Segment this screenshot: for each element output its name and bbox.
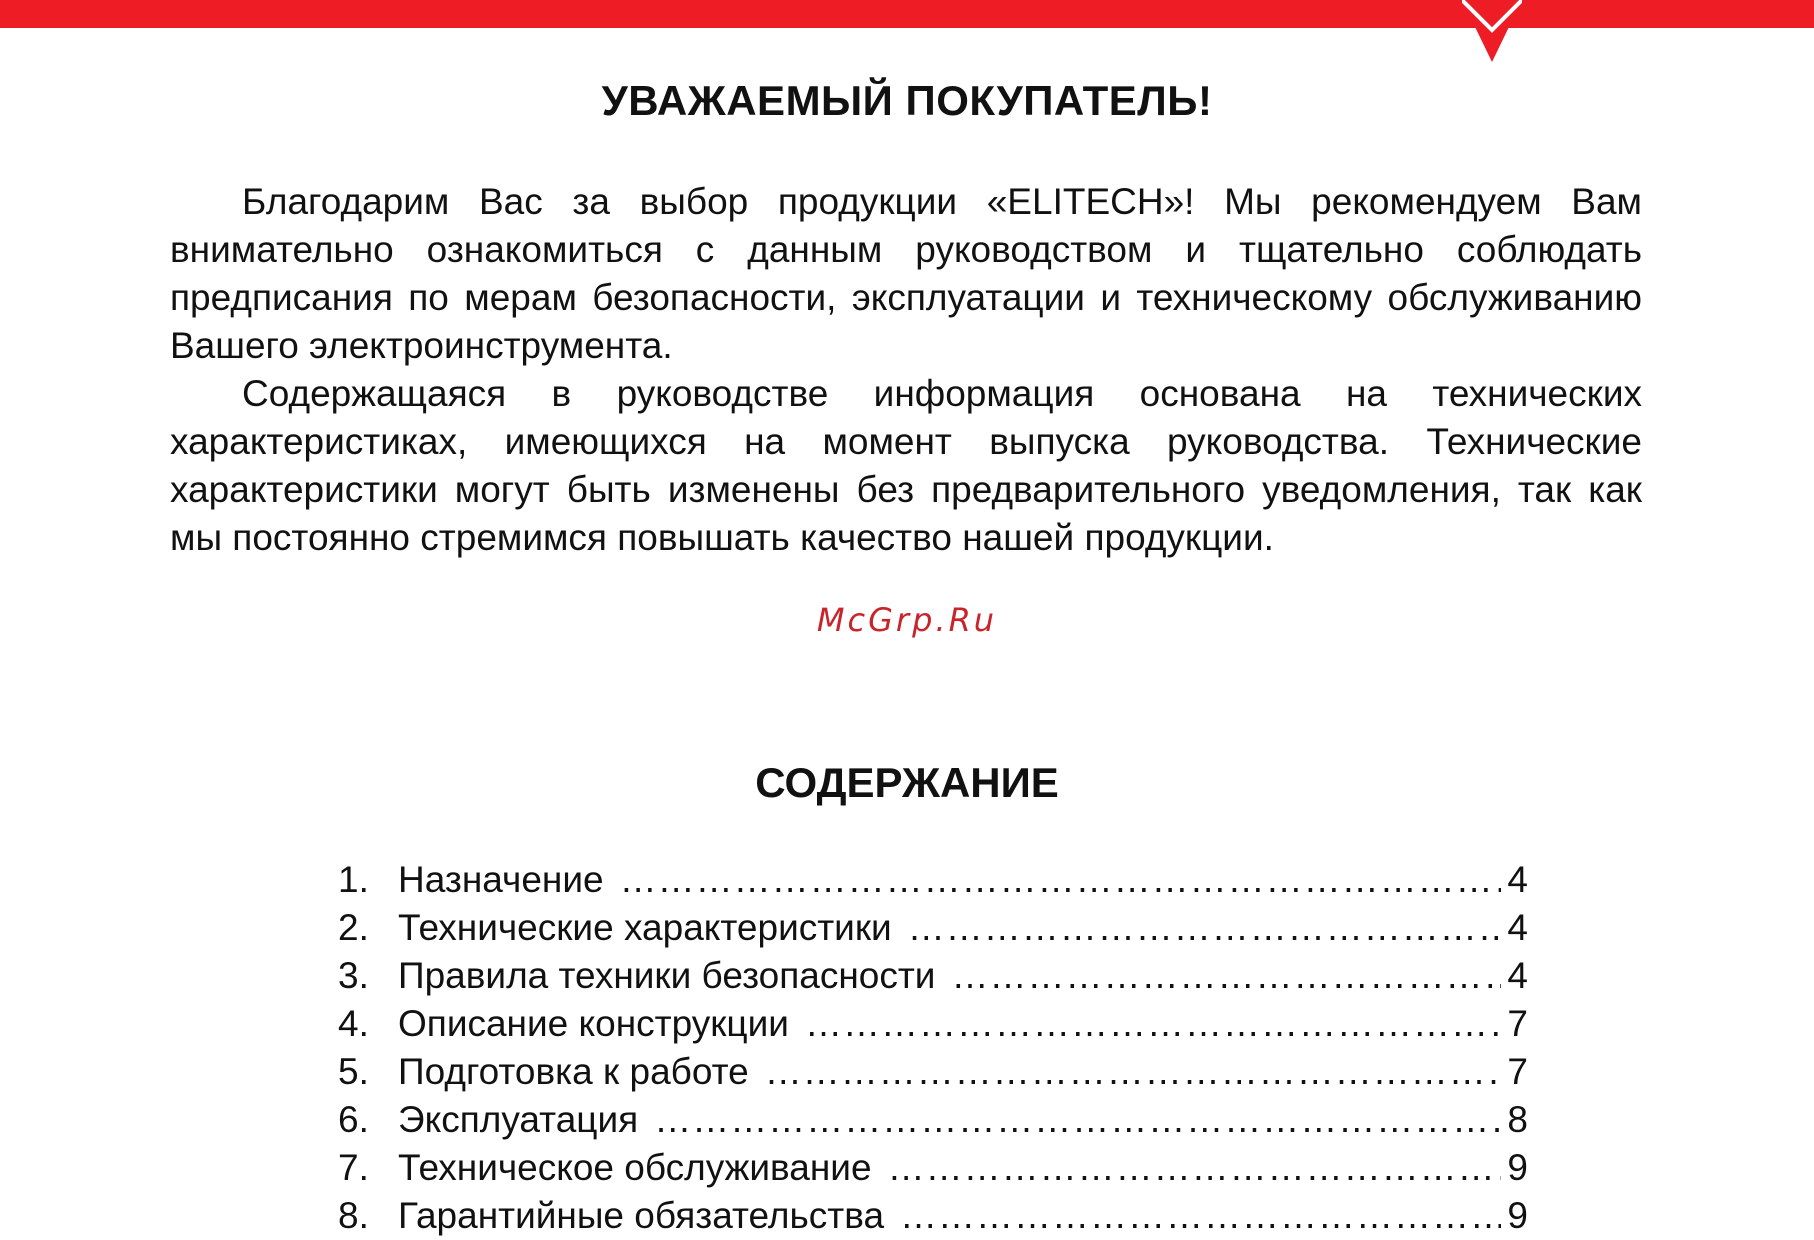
intro-text (170, 178, 1642, 562)
toc-entry[interactable] (338, 904, 1528, 952)
toc-entry-label: Назначение (398, 859, 604, 900)
intro-paragraph: Содержащаяся в руководстве информация основана на технических характеристиках, имеющихся на момент выпуска руководства. Технические характеристики могут быть изменены без предварительного уведомления, так как мы постоянно стремимся повышать качество нашей продукции. (170, 373, 1642, 558)
toc-entry-number: 7. (338, 1147, 369, 1188)
toc-entry[interactable] (338, 1192, 1528, 1240)
toc-entry[interactable] (338, 1096, 1528, 1144)
watermark-text: McGrp.Ru (816, 601, 998, 639)
toc-entry-page: 4 (1507, 955, 1528, 996)
toc-entry-page: 9 (1507, 1147, 1528, 1188)
toc-entry-number: 2. (338, 907, 369, 948)
toc-entry-label: Эксплуатация (398, 1099, 639, 1140)
toc-dot-leader (620, 856, 1502, 904)
toc-entry[interactable] (338, 1048, 1528, 1096)
toc-entry[interactable] (338, 952, 1528, 1000)
toc-entry-number: 3. (338, 955, 369, 996)
toc-dot-leader (805, 1000, 1501, 1048)
toc-entry-label: Описание конструкции (398, 1003, 789, 1044)
toc-entry-label: Гарантийные обязательства (398, 1195, 885, 1236)
toc-entry-label: Подготовка к работе (398, 1051, 749, 1092)
top-red-band (0, 0, 1814, 28)
toc-entry-number: 1. (338, 859, 369, 900)
toc-entry-page: 8 (1507, 1099, 1528, 1140)
toc-entry[interactable] (338, 1144, 1528, 1192)
toc-dot-leader (908, 904, 1502, 952)
chevron-down-icon (1462, 0, 1522, 62)
toc-dot-leader (900, 1192, 1501, 1240)
toc-entry-page: 9 (1507, 1195, 1528, 1236)
toc-entry[interactable] (338, 1000, 1528, 1048)
toc-entry-number: 5. (338, 1051, 369, 1092)
intro-paragraph: Благодарим Вас за выбор продукции «ELITECH»! Мы рекомендуем Вам внимательно ознакомиться с данным руководством и тщательно соблюдать предписания по мерам безопасности, эксплуатации и техническому обслуживанию Вашего электроинструмента. (170, 181, 1642, 366)
toc-entry-label: Техническое обслуживание (398, 1147, 872, 1188)
toc-entry-label: Правила техники безопасности (398, 955, 936, 996)
toc-dot-leader (888, 1144, 1502, 1192)
greeting-title: УВАЖАЕМЫЙ ПОКУПАТЕЛЬ! (601, 77, 1213, 124)
toc-entry-number: 4. (338, 1003, 369, 1044)
contents-title: СОДЕРЖАНИЕ (755, 759, 1059, 806)
toc-entry-number: 8. (338, 1195, 369, 1236)
toc-dot-leader (951, 952, 1501, 1000)
toc-entry-label: Технические характеристики (398, 907, 892, 948)
toc-entry-page: 4 (1507, 907, 1528, 948)
table-of-contents (338, 856, 1528, 1240)
toc-dot-leader (765, 1048, 1502, 1096)
toc-entry-page: 4 (1507, 859, 1528, 900)
toc-entry[interactable] (338, 856, 1528, 904)
toc-entry-page: 7 (1507, 1003, 1528, 1044)
toc-entry-number: 6. (338, 1099, 369, 1140)
toc-dot-leader (654, 1096, 1501, 1144)
toc-entry-page: 7 (1507, 1051, 1528, 1092)
